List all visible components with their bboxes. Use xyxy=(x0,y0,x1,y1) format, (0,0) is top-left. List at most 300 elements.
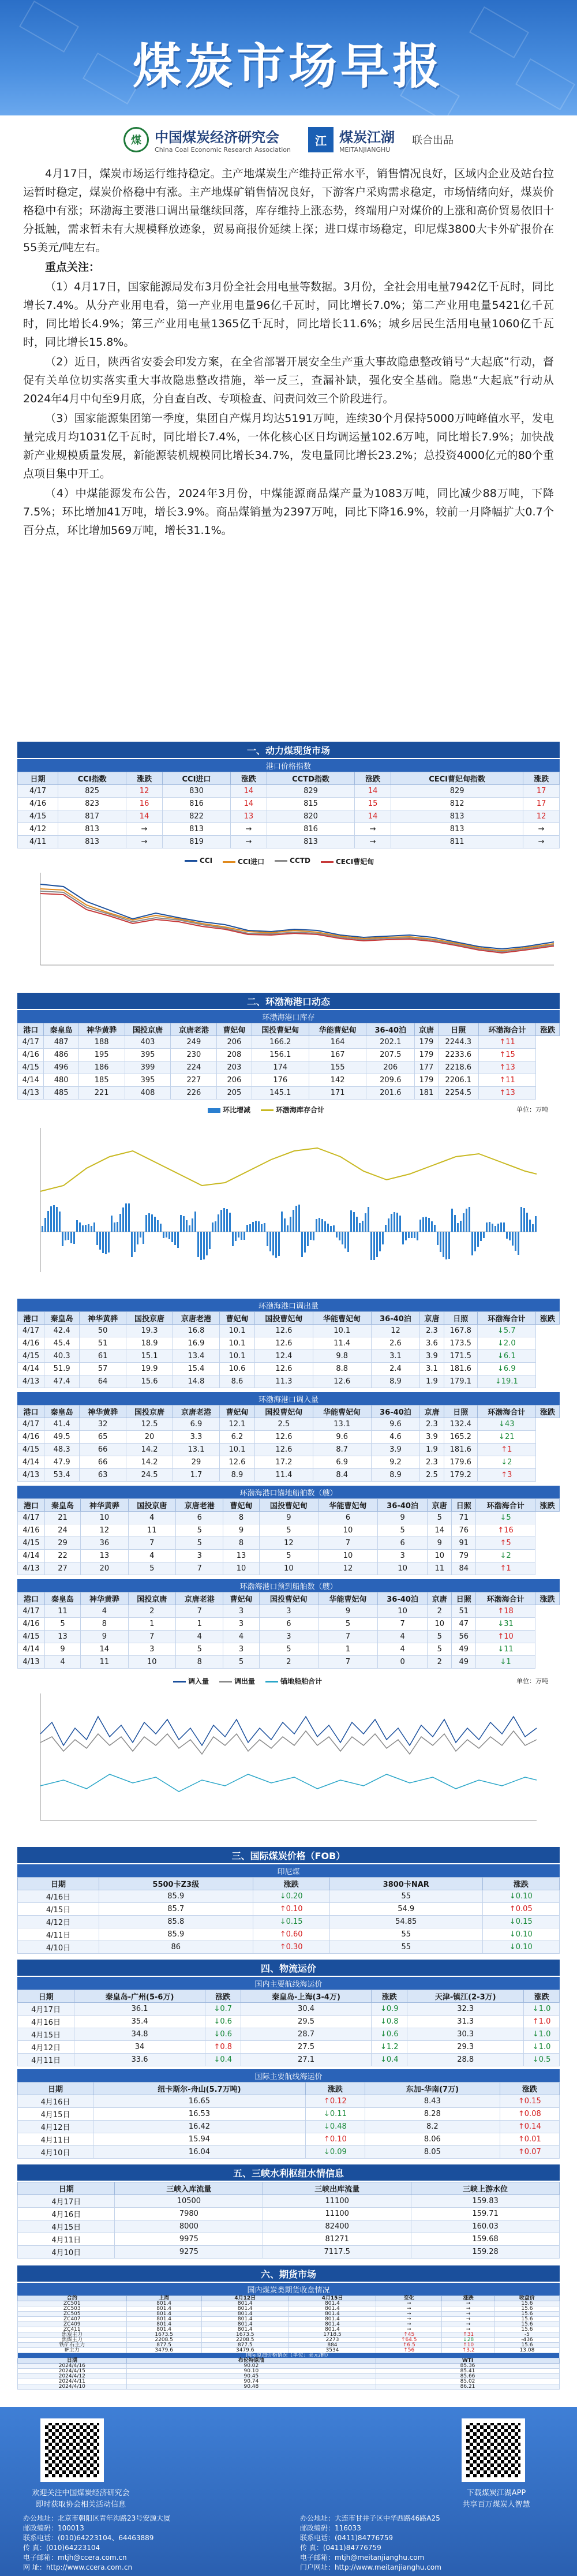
column-header: 涨跌 xyxy=(126,772,163,785)
inventory-change-bar xyxy=(203,1232,205,1259)
inventory-change-bar xyxy=(506,1232,508,1239)
table-cell: IF主力 xyxy=(18,2348,127,2353)
inventory-change-bar xyxy=(93,1222,95,1232)
column-header: 涨跌 xyxy=(253,1878,329,1890)
table-cell: 4/10日 xyxy=(18,1941,99,1954)
inventory-change-bar xyxy=(42,1226,43,1232)
table-cell: 12.6 xyxy=(255,1337,313,1350)
column-header: 日期 xyxy=(18,1878,99,1890)
table-cell: 10 xyxy=(319,1550,378,1562)
summary-paragraph: 4月17日，煤炭市场运行维持稳定。主产地煤炭生产维持正常水平，销售情况良好，区域内企业及站台拉运暂时稳定，煤炭价格稳中有涨。主产地煤矿销售情况良好，下游客户采购需求稳定，市场情绪向好，煤炭价格稳中有涨；环渤海主要港口调出量继续回落，库存维持上涨态势，终端用户对煤价的上涨和高价贸易依旧十分抵触，需求暂未有大规模释放迹象，贸易商报价延续上探；进口煤市场稳定，印尼煤3800大卡外矿报价在55美元/吨左右。 xyxy=(23,167,554,254)
table-cell: ↑0.60 xyxy=(253,1928,329,1941)
column-header: 京唐 xyxy=(415,1023,439,1036)
inventory-change-bar xyxy=(209,1232,211,1249)
table-row xyxy=(18,2095,560,2108)
table-cell: 2.4 xyxy=(371,1363,420,1375)
focus-item: （3）国家能源集团第一季度，集团自产煤月均达5191万吨，连续30个月保持5000万吨峰值水平，发电量完成月均1031亿千瓦时，同比增长7.4%，一体化核心区日均调运量102.6万吨，同比增长7.9%；加快战新产业规模质量发展，新能源装机规模同比增长34.7%，发电量同比增长23.2%；总投资4000亿元的80个重点项目集中开工。 xyxy=(23,412,554,480)
table-cell: 159.83 xyxy=(411,2195,560,2208)
port-price-index-table xyxy=(17,772,560,848)
column-header: 华能曹妃甸 xyxy=(319,1499,378,1512)
table-cell: 29.3 xyxy=(407,2041,524,2054)
table-cell: 84 xyxy=(452,1562,476,1575)
table-cell: 186 xyxy=(78,1061,125,1074)
table-cell: 16.9 xyxy=(173,1337,220,1350)
table-cell: 4/15日 xyxy=(18,1903,99,1916)
inventory-change-bar xyxy=(417,1232,418,1240)
table-cell: 6.9 xyxy=(313,1456,371,1469)
table-row xyxy=(18,2322,560,2327)
table-row xyxy=(18,823,560,836)
table-cell: ↑11 xyxy=(478,1074,535,1087)
table-cell: 15.4 xyxy=(173,1363,220,1375)
table-header-row xyxy=(18,1990,560,2003)
table-cell: 10.6 xyxy=(219,1363,254,1375)
table-cell: 207.5 xyxy=(366,1049,415,1061)
table-cell: 9 xyxy=(44,1643,80,1656)
section-freight: 四、物流运价 xyxy=(17,1960,560,1976)
table-row xyxy=(18,1916,560,1928)
table-cell: 13 xyxy=(223,1550,259,1562)
table-cell: ↓0.15 xyxy=(482,1916,559,1928)
column-header: 日期 xyxy=(18,2358,127,2364)
table-cell: 4/16 xyxy=(18,1431,44,1444)
oil-header-row xyxy=(18,2358,560,2364)
table-cell: 3 xyxy=(259,1631,319,1643)
flow-chart xyxy=(17,1674,560,1841)
table-cell: 4/15 xyxy=(18,1444,44,1456)
inventory-change-bar xyxy=(443,1232,444,1257)
table-row xyxy=(18,2332,560,2338)
table-cell: → xyxy=(376,2322,442,2327)
column-header: 天津-镇江(2-3万) xyxy=(407,1990,524,2003)
expected-ships-table xyxy=(17,1592,560,1669)
inventory-change-bar xyxy=(489,1222,490,1232)
table-row xyxy=(18,810,560,823)
inventory-change-bar xyxy=(368,1207,369,1232)
table-cell: 829 xyxy=(391,785,523,798)
table-cell: 13.1 xyxy=(173,1444,220,1456)
column-header: CCI进口 xyxy=(162,772,230,785)
inventory-change-bar xyxy=(500,1222,502,1232)
table-cell: 12.6 xyxy=(255,1444,313,1456)
table-cell: 829 xyxy=(267,785,355,798)
table-cell: 4月15日 xyxy=(18,2028,74,2041)
column-header: 36-40泊 xyxy=(371,1405,420,1418)
table-cell: 822 xyxy=(162,810,230,823)
table-cell: ↑0.08 xyxy=(500,2108,559,2121)
table-cell: 48.3 xyxy=(44,1444,80,1456)
table-cell: 8.4 xyxy=(313,1469,371,1482)
table-cell: ↑3.2 xyxy=(442,2348,494,2353)
table-row xyxy=(18,2301,560,2306)
table-cell: 10 xyxy=(428,1550,452,1562)
table-cell: 7 xyxy=(377,1618,427,1631)
oil-row xyxy=(18,2384,560,2390)
column-header: 上周 xyxy=(126,2296,201,2301)
table-cell: 5 xyxy=(223,1656,259,1669)
inventory-change-bar xyxy=(183,1216,185,1232)
table-cell: 50 xyxy=(80,1325,126,1337)
column-header: 收盘价 xyxy=(494,2296,559,2301)
flow-chart-legend xyxy=(173,1676,322,1686)
table-cell: ↑64.5 xyxy=(376,2338,442,2343)
table-cell: 4/17 xyxy=(18,1036,44,1049)
inventory-change-bar xyxy=(523,1208,525,1232)
table-cell: 20 xyxy=(126,1431,173,1444)
table-cell: 485 xyxy=(44,1087,78,1100)
inventory-change-bar xyxy=(226,1209,228,1232)
table-cell: 6 xyxy=(259,1618,319,1631)
table-cell: 30.3 xyxy=(407,2028,524,2041)
inventory-change-bar xyxy=(497,1224,499,1232)
inventory-change-bar xyxy=(157,1220,159,1232)
table-cell: 2024/4/16 xyxy=(18,2364,127,2369)
inventory-change-bar xyxy=(218,1214,219,1232)
table-cell: 2244.3 xyxy=(438,1036,478,1049)
table-cell: 7 xyxy=(176,1562,223,1575)
table-cell: 5 xyxy=(176,1524,223,1537)
inventory-change-bar xyxy=(529,1220,531,1232)
table-cell: ↓31 xyxy=(476,1618,535,1631)
column-header: 国投曹妃甸 xyxy=(255,1405,313,1418)
table-header-row xyxy=(18,2083,560,2095)
inventory-change-bar xyxy=(267,1232,268,1246)
inventory-change-bar xyxy=(301,1232,303,1257)
column-header: 京唐 xyxy=(420,1405,444,1418)
table-cell: 6 xyxy=(176,1512,223,1524)
table-cell: 10 xyxy=(128,1656,175,1669)
inventory-change-bar xyxy=(151,1214,153,1232)
table-cell: ↑0.30 xyxy=(253,1941,329,1954)
anchored-ships-title: 环渤海港口锚地船舶数（艘） xyxy=(17,1486,560,1498)
summary-article xyxy=(23,164,554,541)
table-cell: 813 xyxy=(162,823,230,836)
table-cell: 8.2 xyxy=(365,2121,500,2133)
table-cell: 66 xyxy=(80,1444,126,1456)
inventory-change-bar xyxy=(145,1215,147,1232)
inventory-change-bar xyxy=(148,1213,150,1232)
table-cell: 830 xyxy=(162,785,230,798)
inventory-change-bar xyxy=(212,1222,213,1232)
table-cell: 7 xyxy=(319,1537,378,1550)
inventory-change-bar xyxy=(70,1232,72,1243)
table-cell: 10 xyxy=(223,1562,259,1575)
table-cell: 813 xyxy=(391,810,523,823)
table-cell: 480 xyxy=(44,1074,78,1087)
table-row xyxy=(18,1537,560,1550)
table-cell: 15.6 xyxy=(494,2327,559,2332)
table-cell: 10 xyxy=(81,1512,128,1524)
table-cell: -436 xyxy=(494,2338,559,2343)
table-cell: 54.9 xyxy=(329,1903,482,1916)
table-cell: 801.4 xyxy=(126,2301,201,2306)
table-cell: 1673.5 xyxy=(126,2332,201,2338)
oil-price-title: 国际原油价格情况（单位：美元/桶） xyxy=(18,2353,560,2358)
inventory-chart xyxy=(17,1102,560,1293)
table-cell: 12 xyxy=(126,785,163,798)
table-cell: 167 xyxy=(309,1049,366,1061)
inventory-change-bar xyxy=(88,1224,89,1232)
table-cell: 4/11 xyxy=(18,836,58,848)
inventory-change-bar xyxy=(492,1224,493,1232)
table-cell: 86.21 xyxy=(376,2384,560,2390)
inventory-change-bar xyxy=(466,1209,467,1232)
table-row xyxy=(18,1375,560,1388)
table-cell: 3 xyxy=(176,1550,223,1562)
table-cell: 32.3 xyxy=(407,2003,524,2016)
table-cell: 1.9 xyxy=(420,1375,444,1388)
table-cell: 15 xyxy=(355,798,391,810)
table-header-row xyxy=(18,1878,560,1890)
legend-outbound: 调出量 xyxy=(219,1676,255,1686)
table-cell: ↓2.0 xyxy=(477,1337,535,1350)
table-cell: 28.7 xyxy=(241,2028,372,2041)
table-row xyxy=(18,785,560,798)
table-cell: 486 xyxy=(44,1049,78,1061)
column-header: 京唐老港 xyxy=(173,1405,220,1418)
inventory-change-bar xyxy=(319,1218,320,1232)
table-cell: 11 xyxy=(81,1656,128,1669)
inventory-change-bar xyxy=(463,1213,464,1232)
table-cell: 3.9 xyxy=(420,1431,444,1444)
column-header: CCTD指数 xyxy=(267,772,355,785)
table-cell: 34.8 xyxy=(74,2028,205,2041)
inventory-change-bar xyxy=(232,1232,234,1246)
oil-row xyxy=(18,2374,560,2379)
table-cell: 17 xyxy=(523,798,560,810)
column-header: CECI曹妃甸指数 xyxy=(391,772,523,785)
table-cell: 156.1 xyxy=(252,1049,309,1061)
column-header: 日期 xyxy=(18,772,58,785)
meitanjianghu-name: 煤炭江湖 xyxy=(339,129,395,145)
table-cell: 90.02 xyxy=(126,2364,376,2369)
table-cell: 7 xyxy=(128,1537,175,1550)
table-cell: 2024/4/11 xyxy=(18,2379,127,2384)
table-cell: 142 xyxy=(309,1074,366,1087)
inventory-change-bar xyxy=(243,1232,245,1240)
table-row xyxy=(18,1444,560,1456)
table-cell: 179.1 xyxy=(444,1375,477,1388)
inventory-change-bar xyxy=(111,1216,113,1232)
inventory-change-bar xyxy=(258,1221,260,1232)
table-cell: 2273 xyxy=(288,2338,376,2343)
table-cell: 11.4 xyxy=(313,1337,371,1350)
table-row xyxy=(18,1550,560,1562)
column-header: 布伦特原油 xyxy=(126,2358,376,2364)
table-cell: ↑45 xyxy=(376,2332,442,2338)
inventory-change-bar xyxy=(483,1232,485,1238)
column-header: CCI指数 xyxy=(58,772,126,785)
table-cell: 4 xyxy=(377,1643,427,1656)
table-cell: 820 xyxy=(267,810,355,823)
inventory-change-bar xyxy=(362,1221,364,1232)
table-cell: 13.08 xyxy=(494,2348,559,2353)
table-cell: ↓21 xyxy=(477,1431,535,1444)
table-cell: 4 xyxy=(81,1605,128,1618)
inventory-change-bar xyxy=(255,1221,257,1232)
table-cell: 5 xyxy=(428,1512,452,1524)
joint-label: 联合出品 xyxy=(411,134,454,147)
table-cell: 4/12 xyxy=(18,823,58,836)
inventory-change-bar xyxy=(295,1206,297,1232)
inventory-change-bar xyxy=(223,1208,225,1232)
table-cell: 2218.6 xyxy=(438,1061,478,1074)
table-cell: 3 xyxy=(128,1643,175,1656)
column-header: 36-40泊 xyxy=(377,1499,427,1512)
table-row xyxy=(18,2028,560,2041)
table-cell: 132.4 xyxy=(444,1418,477,1431)
table-row xyxy=(18,2108,560,2121)
port-inbound-table xyxy=(17,1405,560,1482)
table-cell: 2 xyxy=(259,1656,319,1669)
table-cell: 18.9 xyxy=(126,1337,173,1350)
table-cell: 4月10日 xyxy=(18,2246,115,2259)
inventory-change-bar xyxy=(117,1222,118,1232)
table-row xyxy=(18,2208,560,2220)
table-cell: 10 xyxy=(377,1562,427,1575)
table-cell: 209.6 xyxy=(366,1074,415,1087)
table-cell: ↓0.5 xyxy=(524,2054,560,2066)
inventory-change-bar xyxy=(469,1207,470,1232)
table-cell: 焦煤主力 xyxy=(18,2338,127,2343)
table-cell: 179 xyxy=(415,1074,439,1087)
table-cell: 82400 xyxy=(263,2220,411,2233)
table-cell: 2.5 xyxy=(255,1418,313,1431)
column-header: 神华黄骅 xyxy=(78,1023,125,1036)
ccera-slogan: 欢迎关注中国煤炭经济研究会 即时获取协会相关活动信息 xyxy=(32,2489,130,2509)
column-header: 变化 xyxy=(376,2296,442,2301)
inventory-change-bar xyxy=(143,1232,144,1244)
table-cell: ↓0.6 xyxy=(372,2028,407,2041)
table-cell: 10 xyxy=(259,1562,319,1575)
indonesia-coal-title: 印尼煤 xyxy=(17,1864,560,1877)
table-cell: 206 xyxy=(217,1036,252,1049)
table-row xyxy=(18,2054,560,2066)
table-cell: 4/13 xyxy=(18,1562,45,1575)
table-row xyxy=(18,1512,560,1524)
table-cell: 8 xyxy=(176,1656,223,1669)
column-header: 日照 xyxy=(438,1023,478,1036)
inventory-chart-legend xyxy=(208,1105,324,1115)
table-cell: 202.1 xyxy=(366,1036,415,1049)
table-cell: 801.4 xyxy=(126,2306,201,2312)
inventory-change-bar xyxy=(365,1213,366,1232)
table-header-row xyxy=(18,2182,560,2195)
table-cell: 801.4 xyxy=(201,2322,288,2327)
column-header: 涨跌 xyxy=(535,1592,559,1605)
inventory-change-bar xyxy=(324,1221,326,1232)
inventory-change-bar xyxy=(373,1232,375,1260)
table-cell: → xyxy=(355,823,391,836)
table-cell: 15.6 xyxy=(494,2317,559,2322)
inventory-change-bar xyxy=(65,1232,66,1240)
inventory-change-bar xyxy=(425,1217,427,1232)
table-cell: 801.4 xyxy=(201,2312,288,2317)
inventory-change-bar xyxy=(428,1218,430,1232)
table-cell: 2024/4/15 xyxy=(18,2369,127,2374)
inventory-change-bar xyxy=(91,1226,92,1232)
inventory-change-bar xyxy=(370,1232,372,1260)
inventory-change-bar xyxy=(411,1232,413,1238)
table-cell: 91 xyxy=(452,1537,476,1550)
table-row xyxy=(18,2121,560,2133)
table-row xyxy=(18,1074,560,1087)
three-gorges-table xyxy=(17,2182,560,2259)
table-cell: 20 xyxy=(81,1562,128,1575)
table-row xyxy=(18,2327,560,2332)
inventory-change-bar xyxy=(287,1225,288,1232)
table-cell: → xyxy=(231,823,267,836)
meitanjianghu-logo xyxy=(308,126,395,154)
column-header: 京唐老港 xyxy=(173,1312,220,1325)
table-cell: 40.3 xyxy=(44,1350,80,1363)
inventory-change-bar xyxy=(50,1206,52,1232)
table-cell: 90.10 xyxy=(126,2369,376,2374)
table-row xyxy=(18,1049,560,1061)
table-cell: 31.3 xyxy=(407,2016,524,2028)
table-cell: 817 xyxy=(58,810,126,823)
inventory-change-bar xyxy=(454,1215,456,1232)
footer xyxy=(0,2407,577,2576)
column-header: 华能曹妃甸 xyxy=(319,1592,378,1605)
inventory-change-bar xyxy=(171,1232,173,1242)
table-cell: 395 xyxy=(125,1074,171,1087)
inventory-change-bar xyxy=(99,1232,101,1250)
table-cell: ↓2 xyxy=(476,1550,535,1562)
column-header: 日照 xyxy=(444,1405,477,1418)
inventory-change-bar xyxy=(200,1232,202,1260)
column-header: 港口 xyxy=(18,1312,44,1325)
table-row xyxy=(18,1941,560,1954)
table-cell: 56 xyxy=(452,1631,476,1643)
table-cell: → xyxy=(355,836,391,848)
table-cell: → xyxy=(442,2312,494,2317)
table-cell: 11 xyxy=(128,1524,175,1537)
column-header: 日期 xyxy=(18,2182,115,2195)
inventory-change-bar xyxy=(235,1232,237,1241)
table-cell: ↓0.10 xyxy=(482,1941,559,1954)
table-cell: 203 xyxy=(217,1061,252,1074)
table-cell: 171 xyxy=(309,1087,366,1100)
table-cell: 165.2 xyxy=(444,1431,477,1444)
column-header: 秦皇岛 xyxy=(44,1592,80,1605)
table-cell: 49 xyxy=(452,1643,476,1656)
table-cell: 801.4 xyxy=(126,2317,201,2322)
inventory-change-bar xyxy=(471,1232,473,1255)
focus-item: （4）中煤能源发布公告，2024年3月份，中煤能源商品煤产量为1083万吨，同比减少88万吨，下降7.5%；环比增加41万吨，增长3.9%。商品煤销量为2397万吨，同比下降16.9%，较前一月降幅扩大0.7个百分点，环比增加569万吨，增长31.1%。 xyxy=(23,487,554,537)
table-cell: 16.53 xyxy=(93,2108,306,2121)
table-cell: 4/17 xyxy=(18,1325,44,1337)
column-header: 合约 xyxy=(18,2296,127,2301)
table-row xyxy=(18,2312,560,2317)
table-row xyxy=(18,798,560,810)
table-cell: 206 xyxy=(366,1061,415,1074)
inventory-change-bar xyxy=(385,1225,387,1232)
table-cell: 5 xyxy=(44,1618,80,1631)
inventory-change-bar xyxy=(310,1232,312,1240)
table-cell: 4月10日 xyxy=(18,2146,93,2159)
column-header: 涨跌 xyxy=(523,772,560,785)
inventory-change-bar xyxy=(448,1232,450,1259)
table-cell: 9975 xyxy=(115,2233,263,2246)
table-cell: ↑15 xyxy=(478,1049,535,1061)
column-header: 36-40泊 xyxy=(377,1592,427,1605)
table-cell: 10.1 xyxy=(219,1350,254,1363)
inventory-change-bar xyxy=(304,1232,306,1253)
intl-freight-title: 国际主要航线海运价 xyxy=(17,2069,560,2082)
inventory-change-bar xyxy=(122,1207,124,1232)
table-cell: 823 xyxy=(58,798,126,810)
